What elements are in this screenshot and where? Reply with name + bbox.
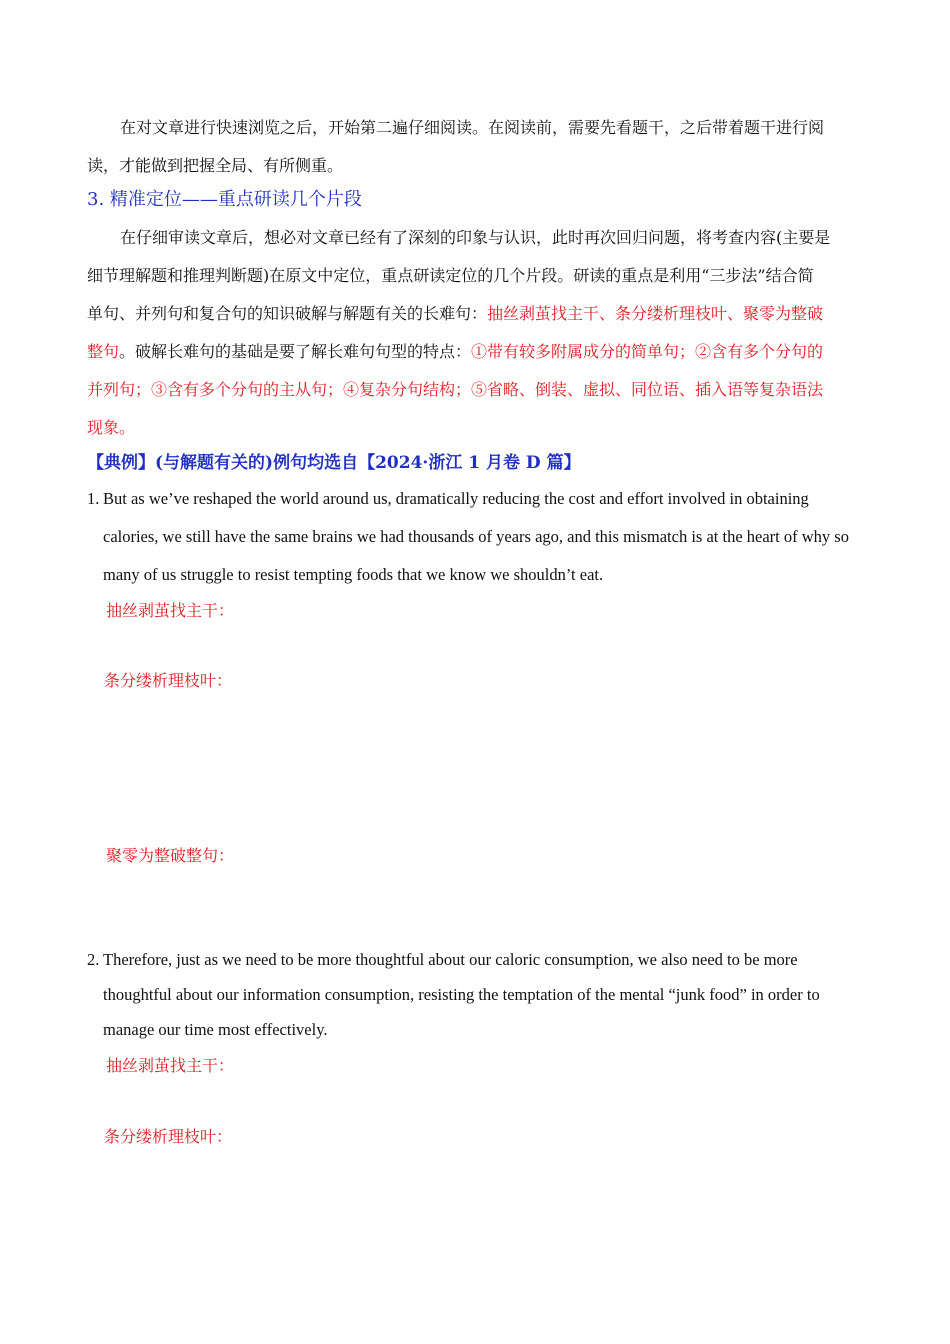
section-3-line-3	[87, 304, 823, 324]
sentence-1-line-2: calories, we still have the same brains we had thousands of years ago, and this mismatch is at the heart of why so	[103, 527, 849, 546]
three-step-method: 抽丝剥茧找主干、条分缕析理枝叶、聚零为整破	[487, 304, 824, 323]
sentence-features-line-2: 并列句；③含有多个分句的主从句；④复杂分句结构；⑤省略、倒装、虚拟、同位语、插入语等复杂语法	[87, 380, 824, 399]
sentence-2-line-1: Therefore, just as we need to be more thoughtful about our caloric consumption, we also need to be more	[103, 950, 798, 969]
section-3-heading: 3. 精准定位——重点研读几个片段	[87, 189, 362, 210]
section-3-line-4-text: 。破解长难句的基础是要了解长难句句型的特点：	[119, 342, 472, 361]
sentence-1-label-whole: 聚零为整破整句：	[106, 846, 235, 865]
intro-line-1: 在对文章进行快速浏览之后，开始第二遍仔细阅读。在阅读前，需要先看题干，之后带着题干进行阅	[120, 118, 825, 137]
sentence-1-number: 1.	[87, 489, 100, 508]
sentence-2-line-3: manage our time most effectively.	[103, 1020, 328, 1039]
sentence-features-start: ①带有较多附属成分的简单句；②含有多个分句的	[471, 342, 824, 361]
sentence-2-label-main-clause: 抽丝剥茧找主干：	[106, 1056, 235, 1075]
section-3-line-1: 在仔细审读文章后，想必对文章已经有了深刻的印象与认识，此时再次回归问题，将考查内容(主要是	[120, 228, 831, 247]
sentence-2-line-2: thoughtful about our information consumption, resisting the temptation of the mental “junk food” in order to	[103, 985, 820, 1004]
sentence-1-label-branches: 条分缕析理枝叶：	[104, 671, 233, 690]
sentence-1-line-3: many of us struggle to resist tempting foods that we know we shouldn’t eat.	[103, 565, 604, 584]
intro-line-2: 读，才能做到把握全局、有所侧重。	[87, 156, 344, 175]
sentence-2-number: 2.	[87, 950, 100, 969]
section-3-line-2: 细节理解题和推理判断题)在原文中定位，重点研读定位的几个片段。研读的重点是利用“三步法”结合简	[87, 266, 814, 285]
sentence-2-label-branches: 条分缕析理枝叶：	[104, 1127, 233, 1146]
section-3-line-3-text: 单句、并列句和复合句的知识破解与解题有关的长难句：	[87, 304, 488, 323]
sentence-1-label-main-clause: 抽丝剥茧找主干：	[106, 601, 235, 620]
section-3-line-4	[87, 342, 823, 362]
sentence-features-line-3: 现象。	[87, 418, 136, 437]
sentence-1-line-1: But as we’ve reshaped the world around us, dramatically reducing the cost and effort involved in obtaining	[103, 489, 809, 508]
three-step-method-end: 整句	[87, 342, 120, 361]
example-title: 【典例】(与解题有关的)例句均选自【2024·浙江 1 月卷 D 篇】	[87, 453, 581, 473]
